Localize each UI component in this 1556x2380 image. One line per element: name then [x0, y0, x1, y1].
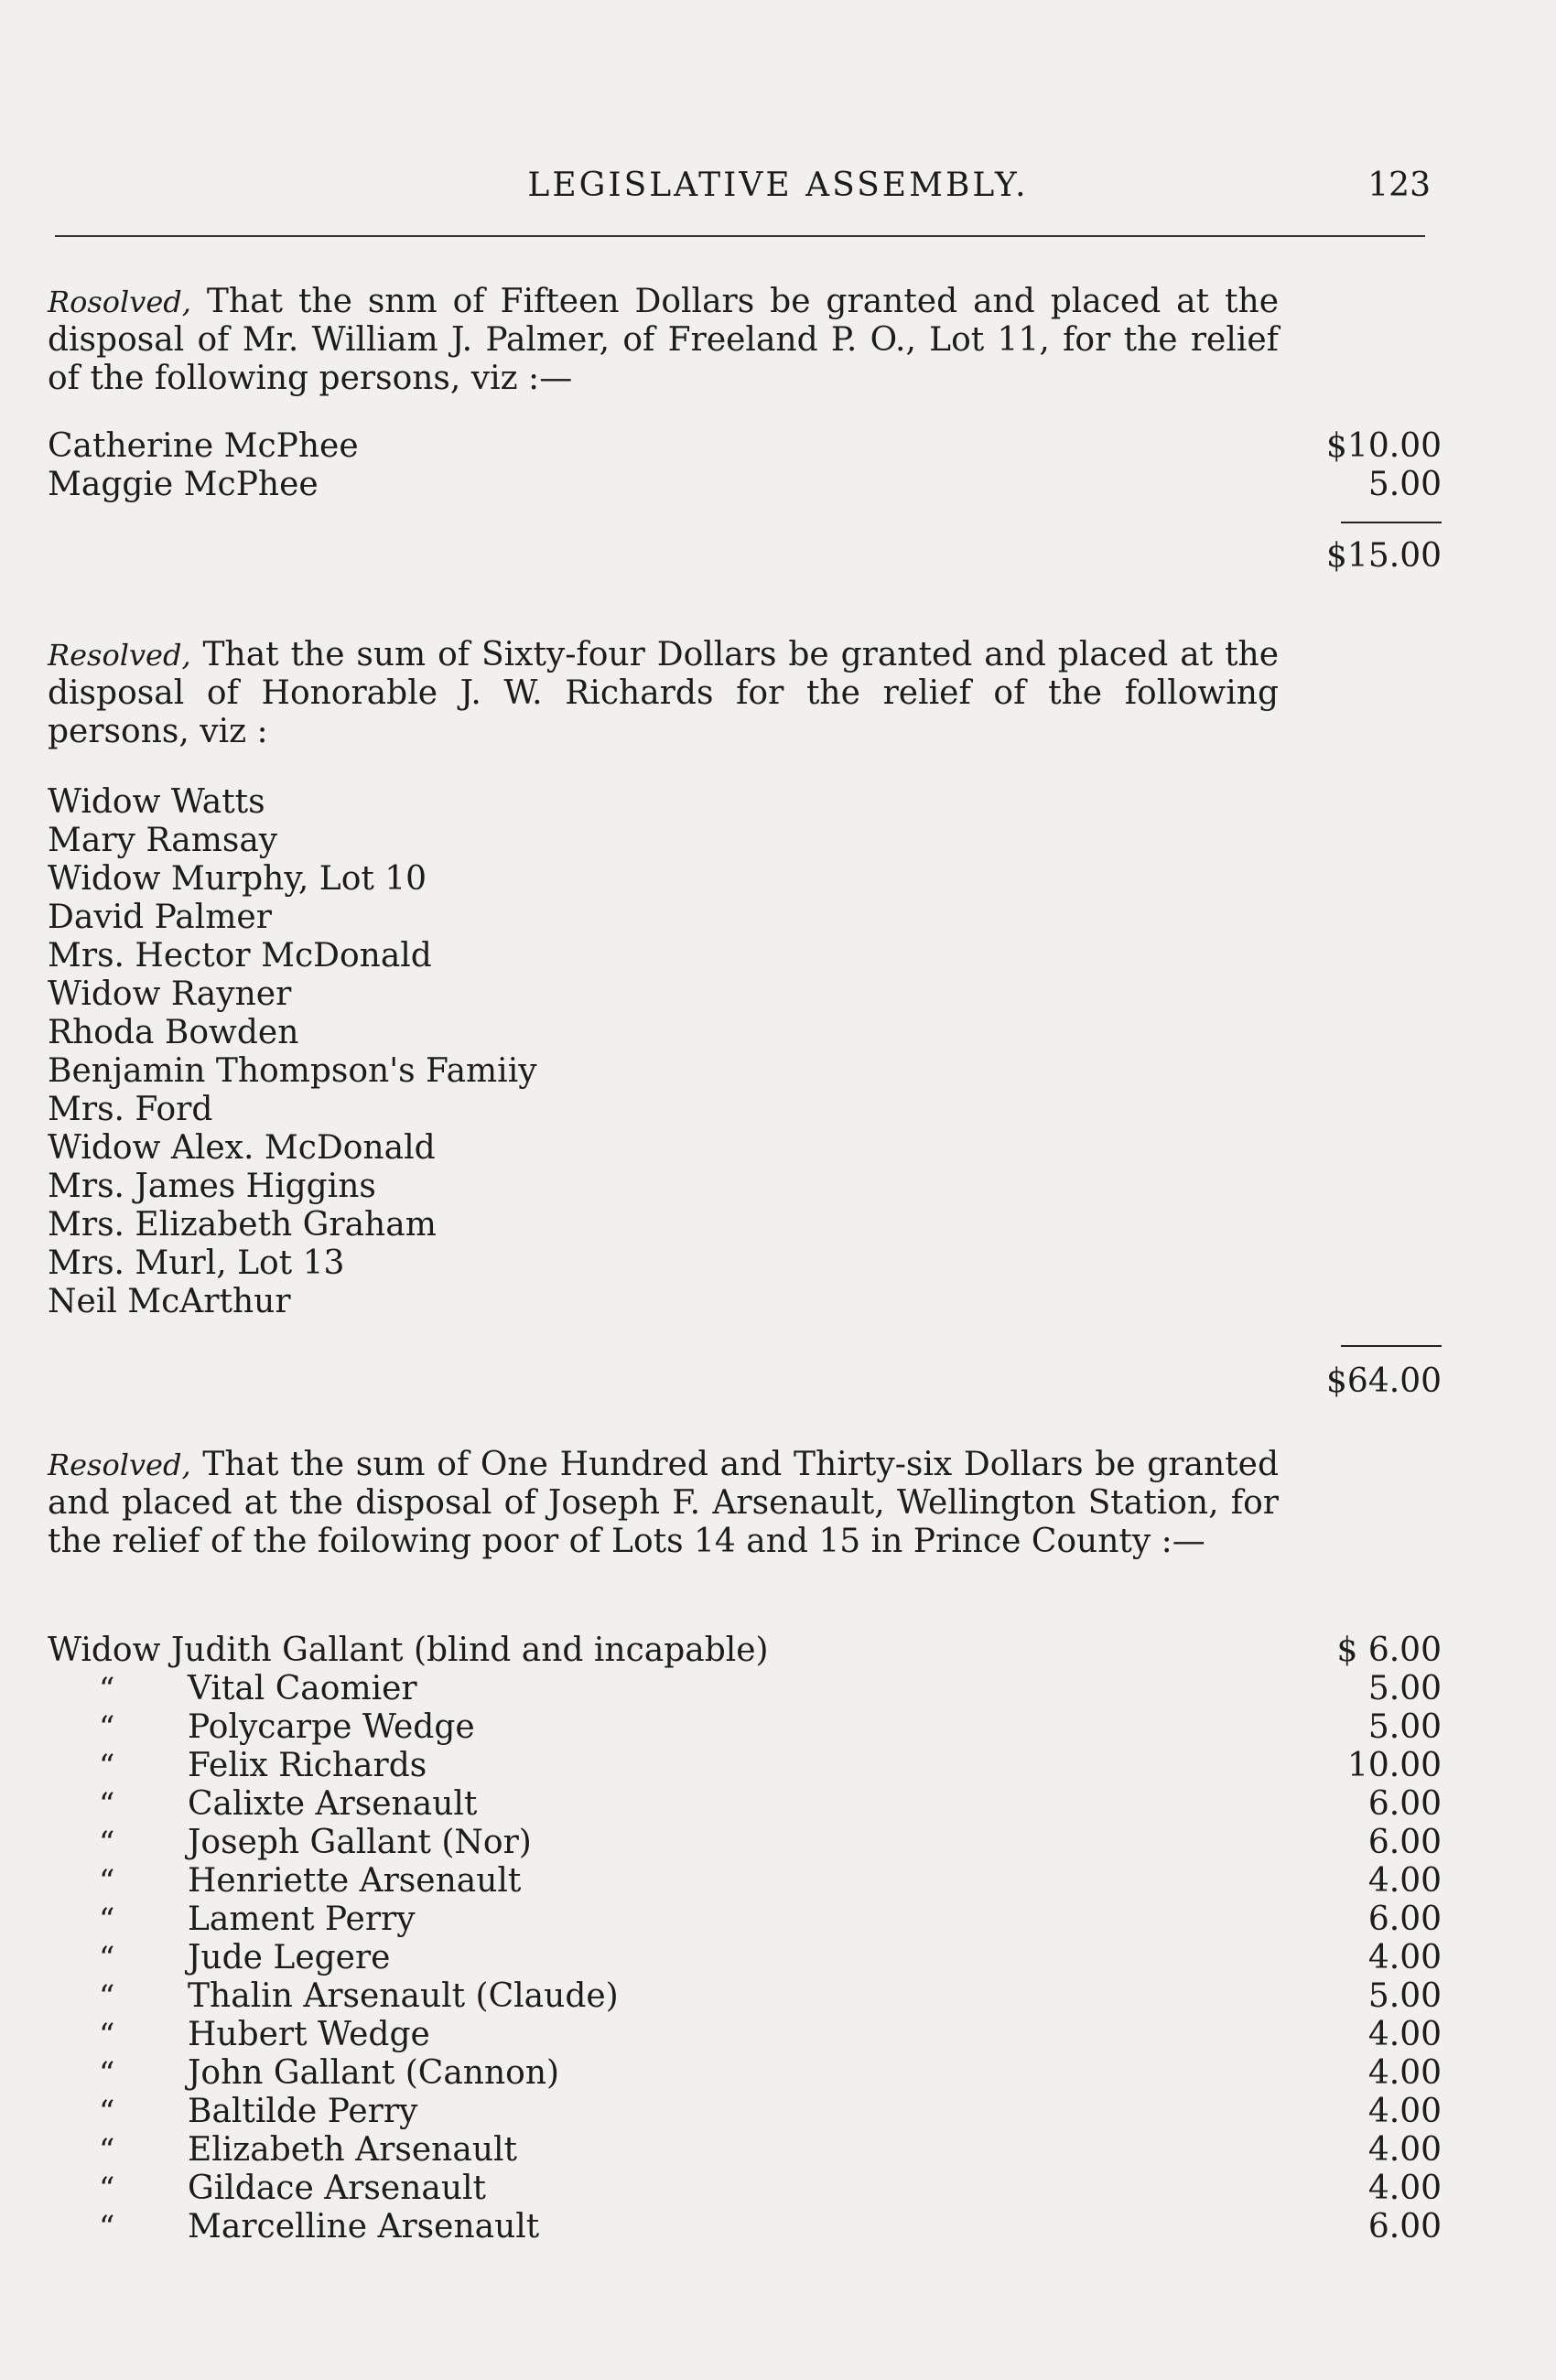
list-item: Lament Perry: [188, 1901, 416, 1938]
list-item: Henriette Arsenault: [188, 1862, 522, 1900]
page-title: LEGISLATIVE ASSEMBLY.: [527, 167, 1029, 204]
page-header: [0, 167, 1556, 212]
amount: 6.00: [1367, 2208, 1442, 2245]
list-item: Gildace Arsenault: [188, 2170, 487, 2207]
header-rule: [55, 235, 1425, 237]
list-item: Polycarpe Wedge: [188, 1708, 475, 1746]
list-item: Elizabeth Arsenault: [188, 2131, 517, 2169]
ditto-mark: “: [99, 1709, 115, 1746]
list-item: Mary Ramsay: [48, 822, 278, 859]
list-item: Jude Legere: [188, 1939, 391, 1976]
resolution-2-body: That the sum of Sixty-four Dollars be granted and placed at the disposal of Honorable J. W. Richards for the relief of the following persons, viz :: [48, 636, 1279, 750]
ditto-mark: “: [99, 1901, 115, 1938]
ditto-mark: “: [99, 1748, 115, 1784]
ditto-mark: “: [99, 2094, 115, 2130]
amount: 5.00: [1367, 1708, 1442, 1746]
amount: 5.00: [1367, 1977, 1442, 2015]
list-item: David Palmer: [48, 899, 272, 936]
amount: 4.00: [1367, 2054, 1442, 2092]
list-item: Mrs. James Higgins: [48, 1168, 376, 1205]
total-rule: [1341, 1345, 1442, 1347]
list-item: Widow Judith Gallant (blind and incapable): [48, 1632, 769, 1669]
list-item: Mrs. Murl, Lot 13: [48, 1244, 345, 1282]
list-item: Mrs. Hector McDonald: [48, 937, 432, 975]
resolution-1-text: [48, 283, 1279, 398]
ditto-mark: “: [99, 2170, 115, 2207]
ditto-mark: “: [99, 1940, 115, 1976]
amount: 4.00: [1367, 2131, 1442, 2169]
amount: 4.00: [1367, 2170, 1442, 2207]
amount: 5.00: [1367, 1670, 1442, 1707]
list-item: Catherine McPhee: [48, 427, 359, 465]
list-item: Rhoda Bowden: [48, 1014, 299, 1051]
list-item: John Gallant (Cannon): [188, 2054, 560, 2092]
amount: $10.00: [1326, 427, 1442, 465]
list-item: Mrs. Elizabeth Graham: [48, 1206, 437, 1244]
amount: 4.00: [1367, 2093, 1442, 2130]
amount: 6.00: [1367, 1824, 1442, 1861]
list-item: Neil McArthur: [48, 1283, 291, 1320]
resolution-3-body: That the sum of One Hundred and Thirty-six Dollars be granted and placed at the disposal of Joseph F. Arsenault, Wellington Station, for the relief of the foilowing poor of Lots 14 and 15 in Prince County :—: [48, 1446, 1279, 1560]
amount: 6.00: [1367, 1901, 1442, 1938]
list-item: Vital Caomier: [188, 1670, 417, 1707]
total-rule: [1341, 522, 1442, 523]
total-amount: $64.00: [1326, 1362, 1442, 1400]
list-item: Joseph Gallant (Nor): [188, 1824, 532, 1861]
amount: $ 6.00: [1336, 1632, 1442, 1669]
resolution-3-text: [48, 1446, 1279, 1561]
ditto-mark: “: [99, 1671, 115, 1707]
ditto-mark: “: [99, 1978, 115, 2015]
resolution-1-lead: Rosolved,: [48, 285, 191, 319]
amount: 10.00: [1346, 1747, 1442, 1784]
list-item: Thalin Arsenault (Claude): [188, 1977, 619, 2015]
ditto-mark: “: [99, 2209, 115, 2245]
ditto-mark: “: [99, 2017, 115, 2053]
amount: 4.00: [1367, 1862, 1442, 1900]
list-item: Maggie McPhee: [48, 466, 319, 503]
list-item: Marcelline Arsenault: [188, 2208, 540, 2245]
ditto-mark: “: [99, 2132, 115, 2169]
page-number: 123: [1367, 167, 1431, 204]
ditto-mark: “: [99, 1825, 115, 1861]
list-item: Widow Watts: [48, 783, 265, 821]
list-item: Baltilde Perry: [188, 2093, 418, 2130]
amount: 6.00: [1367, 1785, 1442, 1823]
total-amount: $15.00: [1326, 537, 1442, 575]
resolution-2-text: [48, 636, 1279, 751]
list-item: Felix Richards: [188, 1747, 427, 1784]
list-item: Mrs. Ford: [48, 1091, 213, 1128]
list-item: Widow Murphy, Lot 10: [48, 860, 427, 898]
amount: 4.00: [1367, 1939, 1442, 1976]
list-item: Calixte Arsenault: [188, 1785, 478, 1823]
resolution-3-lead: Resolved,: [48, 1448, 191, 1482]
ditto-mark: “: [99, 1786, 115, 1823]
list-item: Benjamin Thompson's Famiiy: [48, 1052, 537, 1090]
ditto-mark: “: [99, 1863, 115, 1900]
list-item: Widow Rayner: [48, 975, 292, 1013]
list-item: Widow Alex. McDonald: [48, 1129, 436, 1167]
resolution-1-body: That the snm of Fifteen Dollars be granted and placed at the disposal of Mr. William J. Palmer, of Freeland P. O., Lot 11, for the relief of the following persons, viz :—: [48, 283, 1279, 397]
ditto-mark: “: [99, 2055, 115, 2092]
amount: 5.00: [1367, 466, 1442, 503]
resolution-2-lead: Resolved,: [48, 638, 191, 673]
list-item: Hubert Wedge: [188, 2016, 430, 2053]
amount: 4.00: [1367, 2016, 1442, 2053]
